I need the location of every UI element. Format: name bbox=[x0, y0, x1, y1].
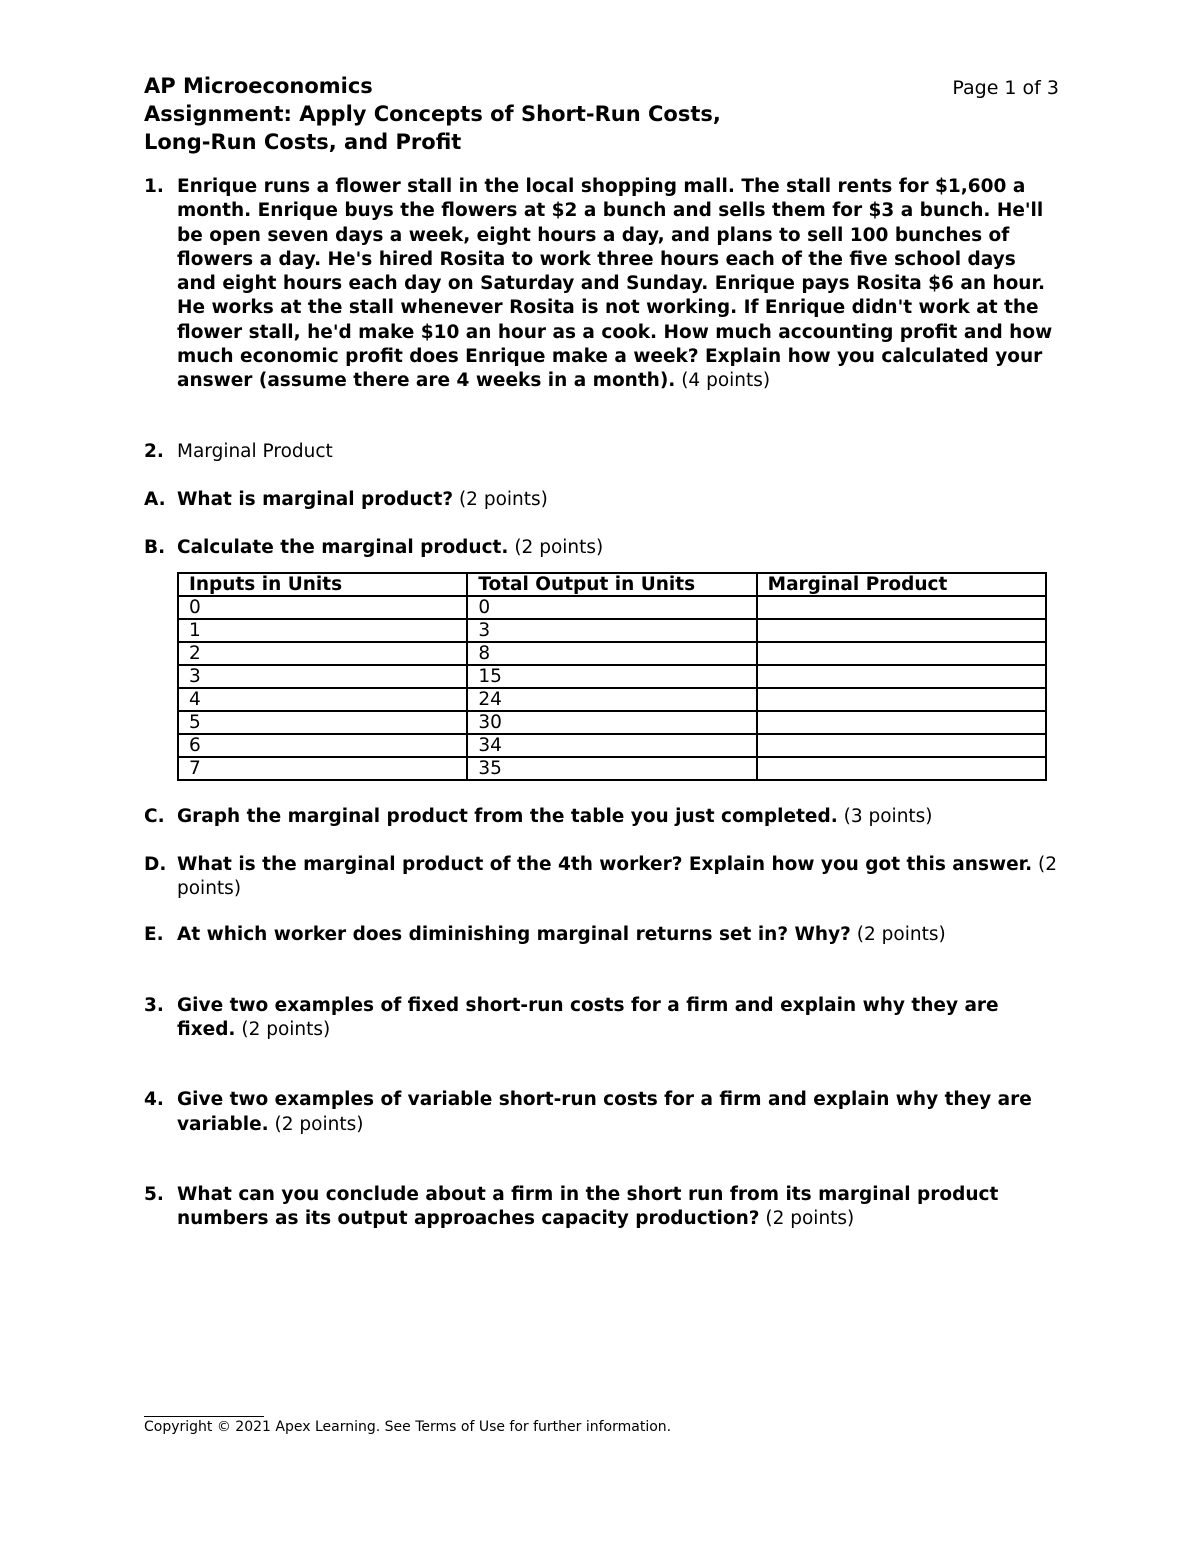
table-row bbox=[178, 711, 1046, 734]
question-points: (3 points) bbox=[843, 805, 933, 827]
question-2e bbox=[144, 923, 1059, 947]
question-points: (4 points) bbox=[681, 370, 771, 392]
question-number: 2. bbox=[144, 440, 164, 462]
question-number: C. bbox=[144, 805, 165, 827]
cell-total-output: 3 bbox=[467, 619, 756, 642]
cell-inputs: 0 bbox=[178, 596, 467, 619]
question-number: D. bbox=[144, 853, 167, 875]
question-2b bbox=[144, 536, 1059, 560]
question-number: 3. bbox=[144, 994, 164, 1016]
cell-total-output: 8 bbox=[467, 642, 756, 665]
table-row bbox=[178, 734, 1046, 757]
question-number: 1. bbox=[144, 176, 164, 197]
cell-marginal-product[interactable] bbox=[757, 619, 1046, 642]
question-points: (2 points) bbox=[274, 1113, 364, 1135]
question-text: Give two examples of variable short-run costs for a firm and explain why they are variable. bbox=[177, 1089, 1032, 1135]
table-row bbox=[178, 688, 1046, 711]
cell-marginal-product[interactable] bbox=[757, 665, 1046, 688]
question-number: A. bbox=[144, 488, 166, 510]
cell-marginal-product[interactable] bbox=[757, 711, 1046, 734]
question-text: Give two examples of fixed short-run costs for a firm and explain why they are fixed. bbox=[177, 994, 999, 1041]
cell-total-output: 30 bbox=[467, 711, 756, 734]
document-header bbox=[144, 72, 1059, 156]
cell-inputs: 2 bbox=[178, 642, 467, 665]
cell-marginal-product[interactable] bbox=[757, 596, 1046, 619]
cell-total-output: 34 bbox=[467, 734, 756, 757]
cell-inputs: 5 bbox=[178, 711, 467, 734]
cell-inputs: 6 bbox=[178, 734, 467, 757]
table-row bbox=[178, 757, 1046, 780]
column-header-inputs: Inputs in Units bbox=[178, 573, 467, 596]
question-points: (2 points) bbox=[241, 1019, 331, 1041]
question-2c bbox=[144, 805, 1059, 829]
cell-marginal-product[interactable] bbox=[757, 734, 1046, 757]
question-points: (2 points) bbox=[765, 1208, 855, 1230]
question-text: What is the marginal product of the 4th worker? Explain how you got this answer. bbox=[177, 853, 1033, 875]
page-number: Page 1 of 3 bbox=[952, 77, 1059, 99]
table-row bbox=[178, 596, 1046, 619]
question-text: At which worker does diminishing marginal returns set in? Why? bbox=[177, 924, 851, 946]
cell-total-output: 15 bbox=[467, 665, 756, 688]
question-text: Graph the marginal product from the table you just completed. bbox=[177, 805, 838, 827]
assignment-title-line-1: Assignment: Apply Concepts of Short-Run Costs, bbox=[144, 102, 721, 126]
question-1 bbox=[144, 175, 1059, 394]
copyright-notice: Copyright © 2021 Apex Learning. See Terms of Use for further information. bbox=[144, 1419, 672, 1435]
table-header-row bbox=[178, 573, 1046, 596]
question-5 bbox=[144, 1183, 1059, 1232]
question-text: What is marginal product? bbox=[177, 488, 454, 510]
question-text: Marginal Product bbox=[177, 440, 333, 462]
cell-marginal-product[interactable] bbox=[757, 642, 1046, 665]
assignment-title-line-2: Long-Run Costs, and Profit bbox=[144, 130, 462, 154]
question-number: 4. bbox=[144, 1089, 164, 1111]
cell-total-output: 24 bbox=[467, 688, 756, 711]
page-footer bbox=[144, 1416, 671, 1435]
cell-marginal-product[interactable] bbox=[757, 688, 1046, 711]
question-number: 5. bbox=[144, 1183, 164, 1205]
question-text: Calculate the marginal product. bbox=[177, 537, 509, 559]
column-header-marginal-product: Marginal Product bbox=[757, 573, 1046, 596]
cell-total-output: 35 bbox=[467, 757, 756, 780]
cell-inputs: 3 bbox=[178, 665, 467, 688]
cell-inputs: 1 bbox=[178, 619, 467, 642]
question-4 bbox=[144, 1088, 1059, 1137]
document-page bbox=[144, 72, 1059, 1232]
question-2d bbox=[144, 853, 1059, 902]
question-2 bbox=[144, 440, 1059, 464]
column-header-total-output: Total Output in Units bbox=[467, 573, 756, 596]
question-points: (2 points) bbox=[514, 537, 604, 559]
table-row bbox=[178, 665, 1046, 688]
question-number: E. bbox=[144, 924, 164, 946]
course-name: AP Microeconomics bbox=[144, 74, 373, 98]
question-text: What can you conclude about a firm in the short run from its marginal product numbers as its output approaches capacity production? bbox=[177, 1183, 999, 1230]
question-number: B. bbox=[144, 537, 166, 559]
cell-total-output: 0 bbox=[467, 596, 756, 619]
cell-inputs: 7 bbox=[178, 757, 467, 780]
question-points: (2 points) bbox=[458, 488, 548, 510]
question-points: (2 points) bbox=[856, 924, 946, 946]
table-row bbox=[178, 619, 1046, 642]
question-2a bbox=[144, 488, 1059, 512]
footer-rule bbox=[144, 1416, 264, 1417]
question-text: Enrique runs a flower stall in the local shopping mall. The stall rents for $1,600 a month. Enrique buys the flowers at $2 a bunch and sells them for $3 a bunch. He'll be open seven days a week, eight hours a day, and plans to sell 100 bunches of flowers a day. He's hired Rosita to work three hours each of the five school days and eight hours each day on Saturday and Sunday. Enrique pays Rosita $6 an hour. He works at the stall whenever Rosita is not working. If Enrique didn't work at the flower stall, he'd make $10 an hour as a cook. How much accounting profit and how much economic profit does Enrique make a week? Explain how you calculated your answer (assume there are 4 weeks in a month). bbox=[177, 176, 1053, 392]
question-3 bbox=[144, 994, 1059, 1043]
cell-inputs: 4 bbox=[178, 688, 467, 711]
question-points: (2 points) bbox=[177, 853, 1058, 900]
cell-marginal-product[interactable] bbox=[757, 757, 1046, 780]
table-row bbox=[178, 642, 1046, 665]
marginal-product-table bbox=[177, 572, 1047, 781]
